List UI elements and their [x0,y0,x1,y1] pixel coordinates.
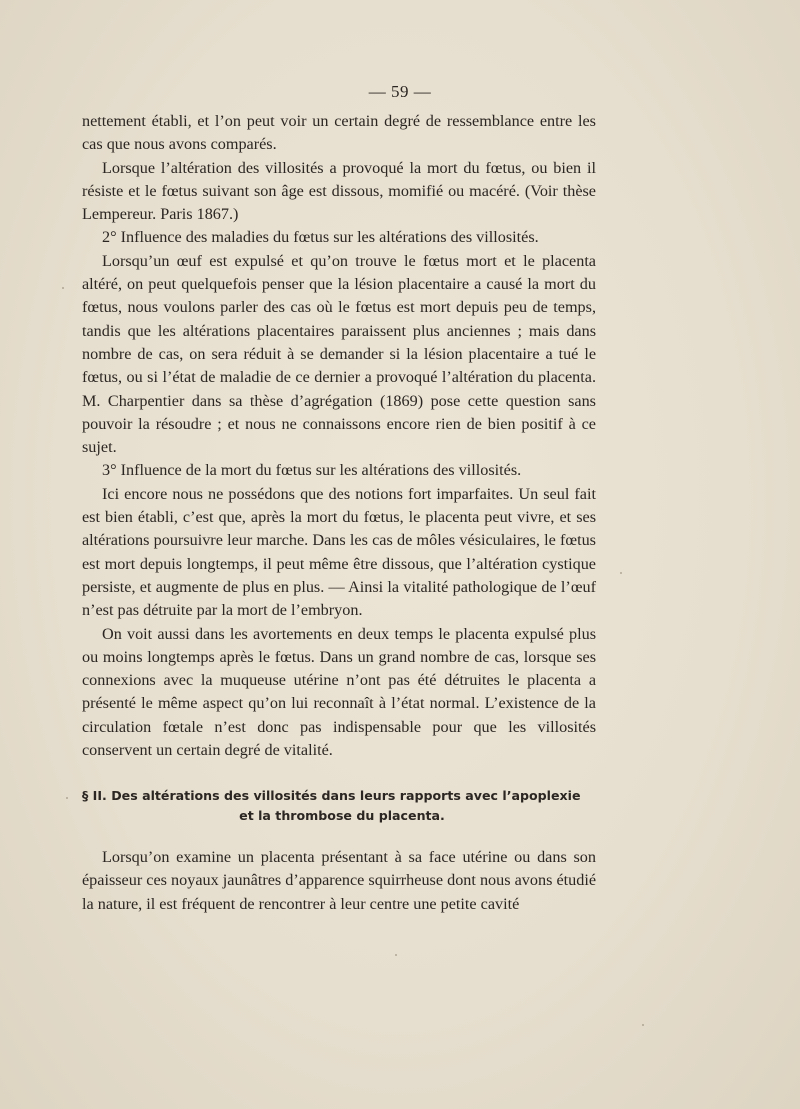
main-text-block [82,110,596,762]
subheading-paragraph: 2° Influence des maladies du fœtus sur les altérations des villosités. [102,228,539,247]
page-number: — 59 — [368,82,432,101]
paragraph: Lorsqu’on examine un placenta présentant à sa face utérine ou dans son épaisseur ces noyaux jaunâtres d’apparence squirrheuse dont nous avons étudié la nature, il est fréquent de rencontrer à leur centre une petite cavité [82,848,596,913]
paper-speck [66,797,68,799]
paper-speck [642,1024,644,1026]
paper-speck [62,287,64,289]
subheading-paragraph: 3° Influence de la mort du fœtus sur les altérations des villosités. [102,461,522,480]
section-text-block [82,846,596,916]
section-heading-line-2: et la thrombose du placenta. [239,808,445,823]
paragraph-continuation: nettement établi, et l’on peut voir un certain degré de ressemblance entre les cas que nous avons comparés. [82,112,596,154]
section-heading [82,786,602,826]
paper-speck [395,954,397,956]
paragraph: Lorsqu’un œuf est expulsé et qu’on trouve le fœtus mort et le placenta altéré, on peut quelquefois penser que la lésion placentaire a causé la mort du fœtus, nous voulons parler des cas où le fœtus est mort depuis peu de temps, tandis que les altérations placentaires paraissent plus anciennes ; mais dans nombre de cas, on sera réduit à se demander si la lésion placentaire a tué le fœtus, ou si l’état de maladie de ce dernier a provoqué l’altération du placenta. M. Charpentier dans sa thèse d’agrégation (1869) pose cette question sans pouvoir la résoudre ; et nous ne connaissons encore rien de bien positif à ce sujet. [82,251,596,457]
paragraph: Ici encore nous ne possédons que des notions fort imparfaites. Un seul fait est bien établi, c’est que, après la mort du fœtus, le placenta peut vivre, et ses altérations poursuivre leur marche. Dans les cas de môles vésiculaires, le fœtus est mort depuis longtemps, il peut même être dissous, que l’altération cystique persiste, et augmente de plus en plus. — Ainsi la vitalité pathologique de l’œuf n’est pas détruite par la mort de l’embryon. [82,484,596,620]
paper-speck [620,572,622,574]
section-heading-line-1: § II. Des altérations des villosités dans leurs rapports avec l’apoplexie [82,788,581,803]
paragraph: Lorsque l’altération des villosités a provoqué la mort du fœtus, ou bien il résiste et le fœtus suivant son âge est dissous, momifié ou macéré. (Voir thèse Lempereur. Paris 1867.) [82,158,596,224]
paragraph: On voit aussi dans les avortements en deux temps le placenta expulsé plus ou moins longtemps après le fœtus. Dans un grand nombre de cas, lorsque ses connexions avec la muqueuse utérine n’ont pas été détruites le placenta a présenté le même aspect qu’on lui reconnaît à l’état normal. L’existence de la circulation fœtale n’est donc pas indispensable pour que les villosités conservent un certain degré de vitalité. [82,624,596,760]
